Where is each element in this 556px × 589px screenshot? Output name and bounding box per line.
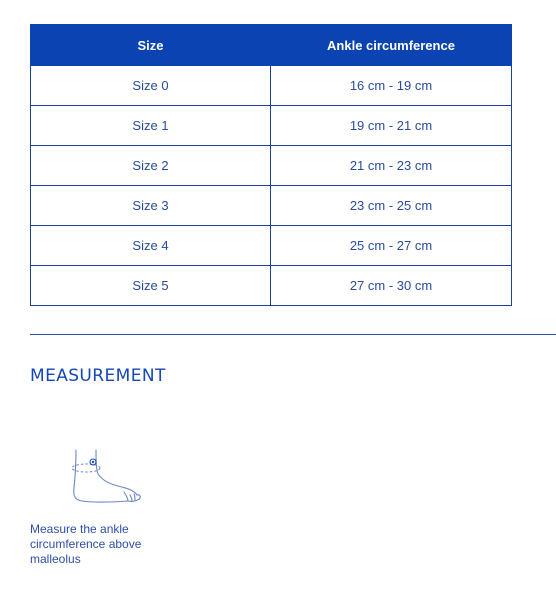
circumference-cell: 21 cm - 23 cm <box>271 146 512 186</box>
measurement-instruction: Measure the ankle circumference above malleolus <box>30 522 142 566</box>
size-table-header <box>31 25 512 66</box>
ankle-circumference-column-header: Ankle circumference <box>271 25 512 66</box>
circumference-cell: 25 cm - 27 cm <box>271 226 512 266</box>
circumference-cell: 23 cm - 25 cm <box>271 186 512 226</box>
table-row <box>31 66 512 106</box>
size-table <box>30 24 512 306</box>
table-row <box>31 226 512 266</box>
measurement-title: MEASUREMENT <box>30 366 166 386</box>
circumference-cell: 19 cm - 21 cm <box>271 106 512 146</box>
size-column-header: Size <box>31 25 271 66</box>
foot-ankle-measure-icon <box>62 448 144 510</box>
table-header-row <box>31 25 512 66</box>
table-row <box>31 146 512 186</box>
size-cell: Size 1 <box>31 106 271 146</box>
section-divider <box>30 334 556 335</box>
table-row <box>31 186 512 226</box>
circumference-cell: 27 cm - 30 cm <box>271 266 512 306</box>
circumference-cell: 16 cm - 19 cm <box>271 66 512 106</box>
table-row <box>31 266 512 306</box>
size-cell: Size 3 <box>31 186 271 226</box>
size-cell: Size 4 <box>31 226 271 266</box>
table-row <box>31 106 512 146</box>
size-table-body <box>31 66 512 306</box>
size-cell: Size 0 <box>31 66 271 106</box>
size-cell: Size 2 <box>31 146 271 186</box>
size-cell: Size 5 <box>31 266 271 306</box>
